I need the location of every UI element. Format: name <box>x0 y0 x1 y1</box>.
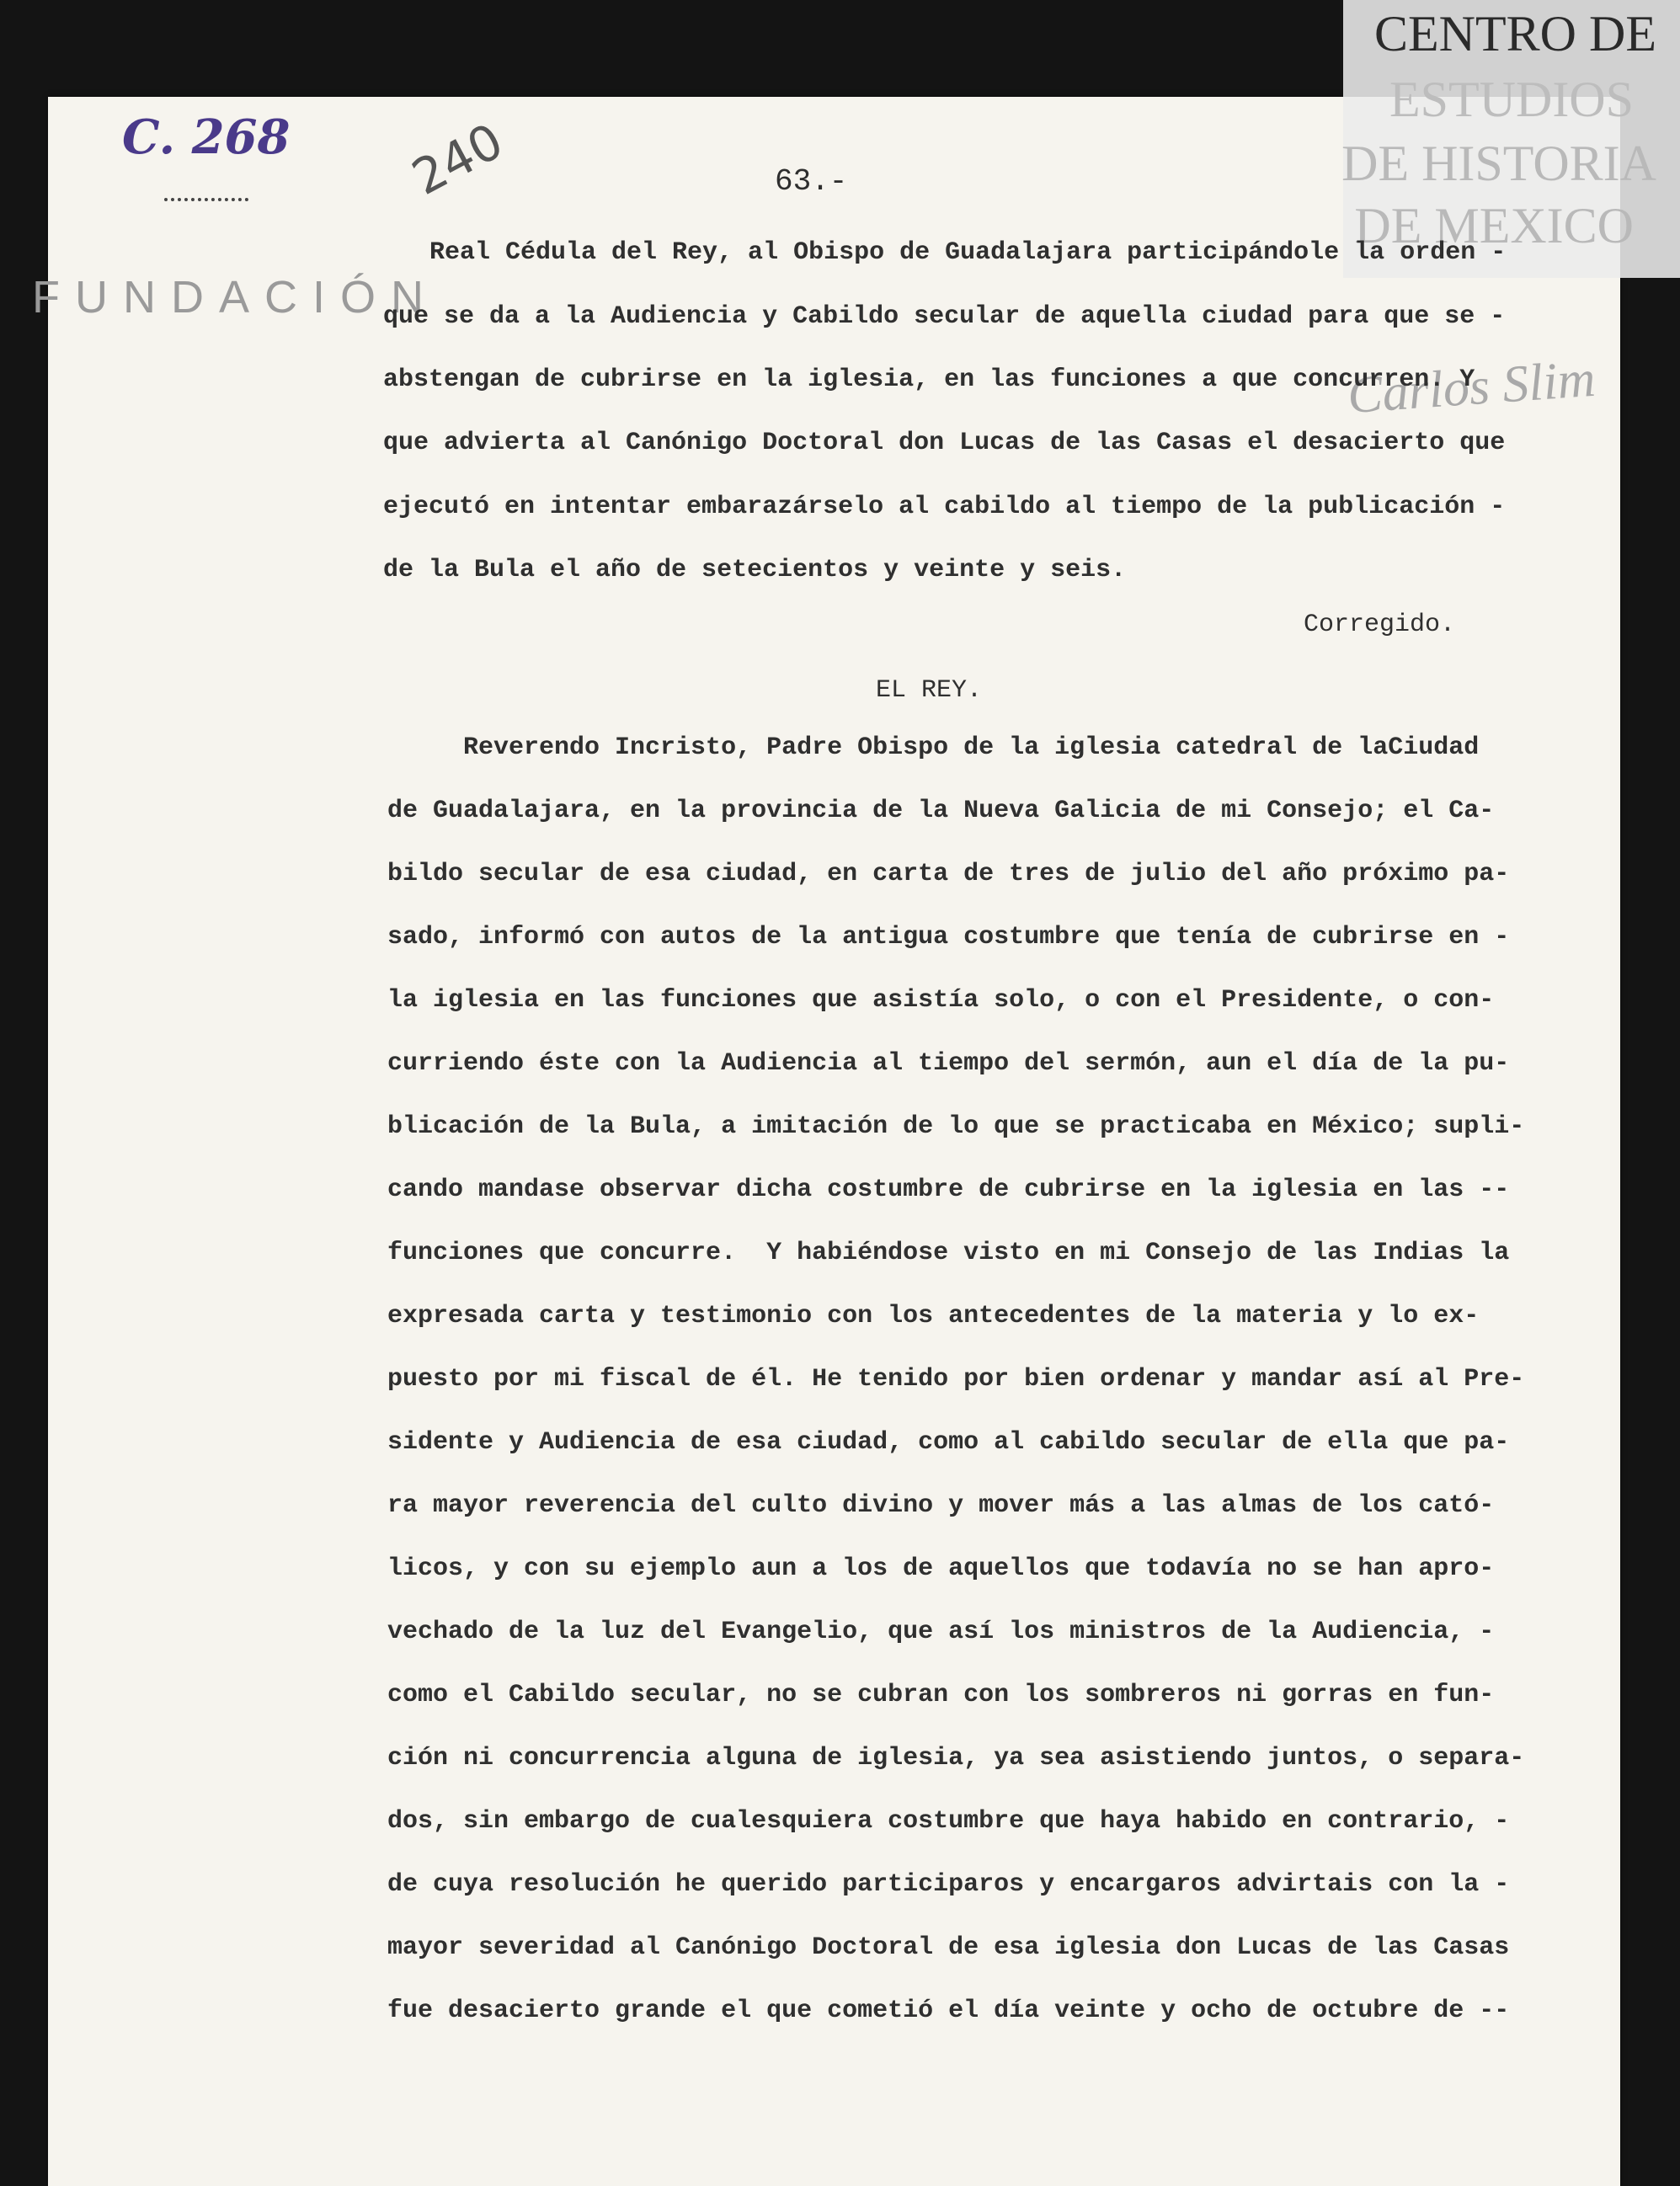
body-line: la iglesia en las funciones que asistía solo, o con el Presidente, o con- <box>387 986 1495 1015</box>
stamp-line-2: ESTUDIOS <box>1389 72 1634 127</box>
body-line: licos, y con su ejemplo aun a los de aquellos que todavía no se han apro- <box>387 1554 1495 1583</box>
page-number: 63.- <box>775 164 848 199</box>
body-line: cando mandase observar dicha costumbre de cubrirse en la iglesia en las -- <box>387 1176 1510 1204</box>
body-line: blicación de la Bula, a imitación de lo que se practicaba en México; supli- <box>387 1112 1525 1141</box>
stamp-line-5: FUNDACIÓN <box>32 272 439 323</box>
heading-line: abstengan de cubrirse en la iglesia, en las funciones a que concurren. Y <box>383 365 1475 394</box>
stamp-signature: Carlos Slim <box>1345 349 1597 425</box>
body-line: vechado de la luz del Evangelio, que así los ministros de la Audiencia, - <box>387 1618 1495 1646</box>
catalog-mark: C. 268 <box>122 109 291 165</box>
body-line: dos, sin embargo de cualesquiera costumbre que haya habido en contrario, - <box>387 1807 1510 1836</box>
body-line: sado, informó con autos de la antigua costumbre que tenía de cubrirse en - <box>387 923 1510 952</box>
body-line: puesto por mi fiscal de él. He tenido por bien ordenar y mandar así al Pre- <box>387 1365 1525 1394</box>
stamp-line-1: CENTRO DE <box>1374 6 1656 61</box>
body-line: mayor severidad al Canónigo Doctoral de esa iglesia don Lucas de las Casas <box>387 1933 1510 1962</box>
body-line: ción ni concurrencia alguna de iglesia, ya sea asistiendo juntos, o separa- <box>387 1744 1525 1773</box>
body-line: funciones que concurre. Y habiéndose visto en mi Consejo de las Indias la <box>387 1239 1510 1267</box>
archive-stamp <box>1343 0 1680 278</box>
document-title: EL REY. <box>876 676 983 705</box>
body-line: de cuya resolución he querido participaros y encargaros advirtais con la - <box>387 1870 1510 1899</box>
body-line: como el Cabildo secular, no se cubran con los sombreros ni gorras en fun- <box>387 1681 1495 1709</box>
heading-line: que se da a la Audiencia y Cabildo secular de aquella ciudad para que se - <box>383 302 1506 331</box>
heading-line: Real Cédula del Rey, al Obispo de Guadalajara participándole la orden - <box>429 238 1507 267</box>
body-line: ra mayor reverencia del culto divino y mover más a las almas de los cató- <box>387 1491 1495 1520</box>
body-line: sidente y Audiencia de esa ciudad, como al cabildo secular de ella que pa- <box>387 1428 1510 1457</box>
corrected-note: Corregido. <box>1304 610 1456 639</box>
body-line: fue desacierto grande el que cometió el día veinte y ocho de octubre de -- <box>387 1997 1510 2025</box>
body-line: de Guadalajara, en la provincia de la Nueva Galicia de mi Consejo; el Ca- <box>387 797 1495 825</box>
body-line: Reverendo Incristo, Padre Obispo de la iglesia catedral de laCiudad <box>387 733 1480 762</box>
stamp-line-3: DE HISTORIA <box>1341 136 1656 191</box>
stamp-line-4: DE MEXICO <box>1354 198 1634 253</box>
body-line: curriendo éste con la Audiencia al tiempo del sermón, aun el día de la pu- <box>387 1049 1510 1078</box>
heading-line: ejecutó en intentar embarazárselo al cabildo al tiempo de la publicación - <box>383 493 1506 521</box>
pencil-number: 240 <box>403 111 513 207</box>
heading-line: que advierta al Canónigo Doctoral don Lucas de las Casas el desacierto que <box>383 429 1506 457</box>
pencil-mark <box>164 198 248 206</box>
heading-line: de la Bula el año de setecientos y veinte y seis. <box>383 556 1127 584</box>
body-line: bildo secular de esa ciudad, en carta de tres de julio del año próximo pa- <box>387 860 1510 888</box>
body-line: expresada carta y testimonio con los antecedentes de la materia y lo ex- <box>387 1302 1480 1330</box>
